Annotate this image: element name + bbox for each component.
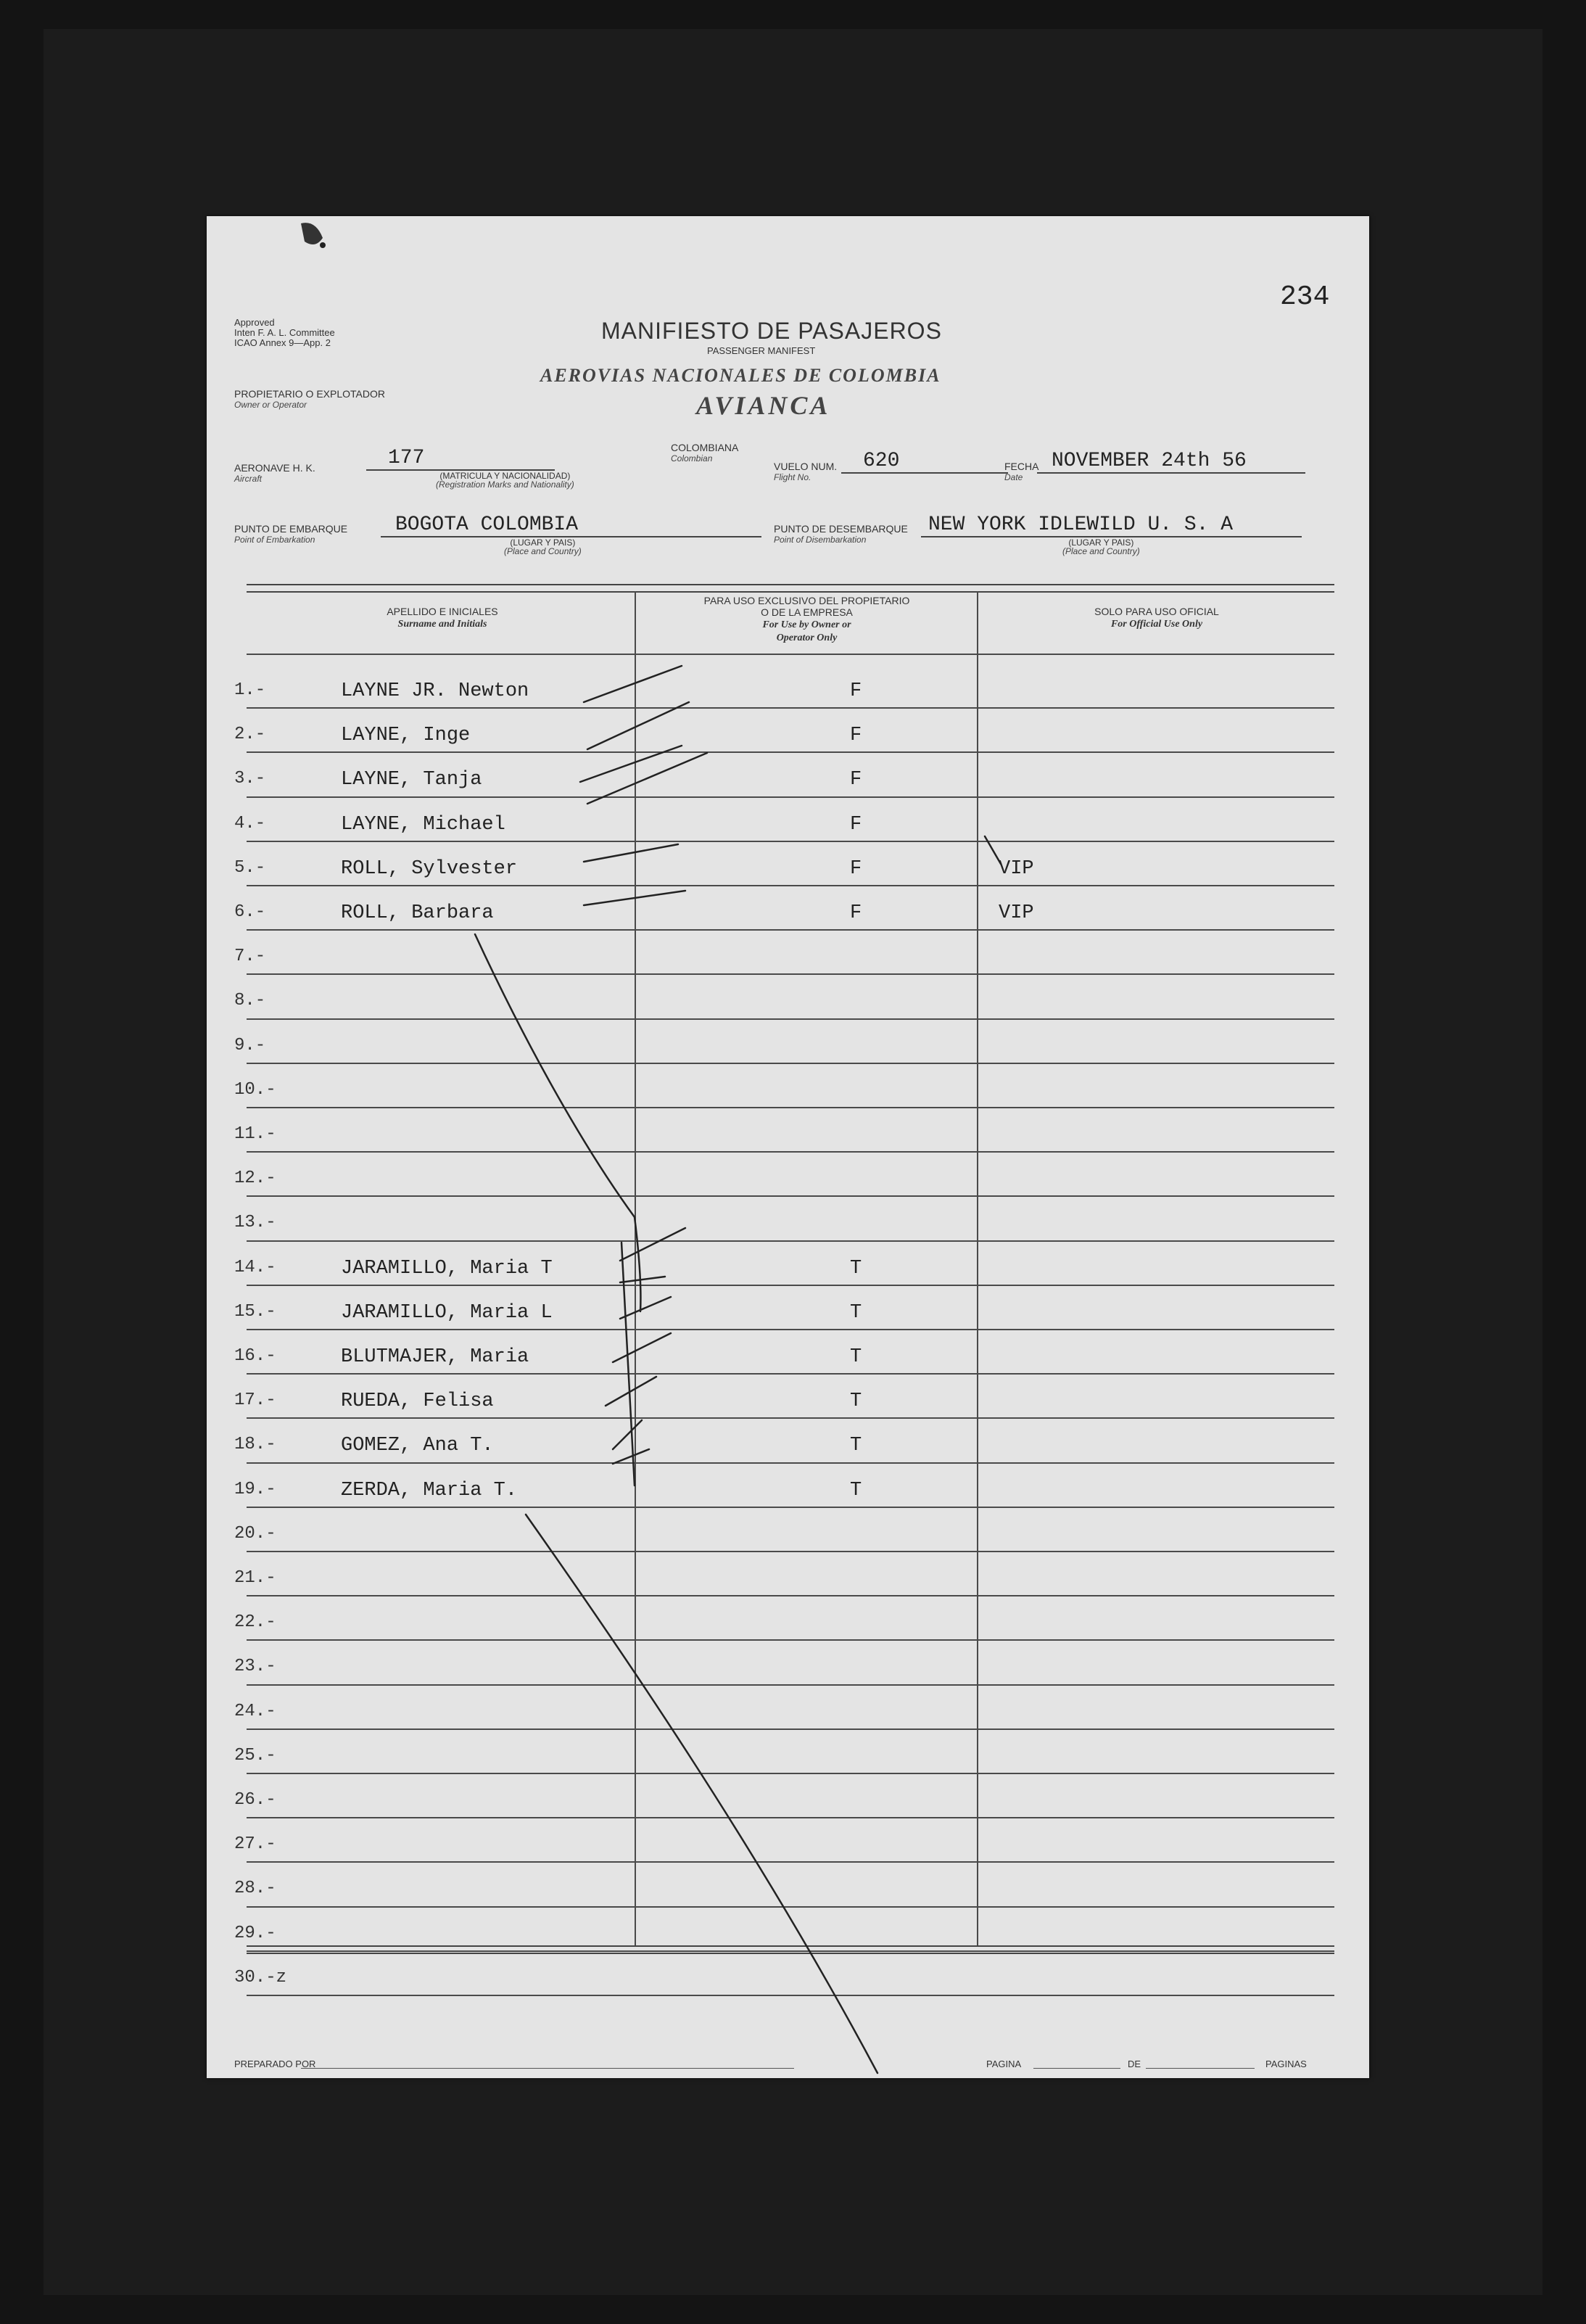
row-number: 2.-	[234, 725, 266, 745]
passenger-name: LAYNE, Michael	[341, 813, 505, 836]
passenger-name: LAYNE, Tanja	[341, 769, 482, 791]
passenger-name: JARAMILLO, Maria L	[341, 1301, 553, 1324]
handwritten-marks	[207, 216, 1369, 2078]
passenger-name: ROLL, Barbara	[341, 902, 494, 924]
row-number: 17.-	[234, 1390, 276, 1411]
owner-use-code: T	[850, 1435, 862, 1457]
passenger-name: BLUTMAJER, Maria	[341, 1346, 529, 1368]
column-header-owner: PARA USO EXCLUSIVO DEL PROPIETARIO O DE LA EMPRESA For Use by Owner or Operator Only	[703, 595, 910, 643]
footer-pages-label: PAGINAS	[1265, 2059, 1307, 2069]
row-number: 15.-	[234, 1301, 276, 1322]
footer-prepared-label: PREPARADO POR	[234, 2059, 316, 2069]
airline-name: AEROVIAS NACIONALES DE COLOMBIA	[540, 365, 941, 386]
row-number: 21.-	[234, 1568, 276, 1588]
owner-use-code: F	[850, 680, 862, 702]
manifest-title: MANIFIESTO DE PASAJEROS	[601, 318, 942, 344]
row-number: 22.-	[234, 1612, 276, 1633]
passenger-name: LAYNE, Inge	[341, 725, 471, 747]
passenger-name: GOMEZ, Ana T.	[341, 1435, 494, 1457]
row-number: 27.-	[234, 1834, 276, 1855]
row-number: 26.-	[234, 1790, 276, 1810]
row-number: 24.-	[234, 1701, 276, 1721]
approval-note: Approved Inten F. A. L. Committee ICAO Annex 9—App. 2	[234, 317, 335, 348]
row-number: 4.-	[234, 813, 266, 833]
row-number: 7.-	[234, 947, 266, 967]
row-number: 25.-	[234, 1745, 276, 1765]
manifest-title-en: PASSENGER MANIFEST	[707, 345, 816, 356]
airline-short: AVIANCA	[696, 391, 831, 420]
footer-of-line	[1146, 2068, 1255, 2069]
row-number: 30.-z	[234, 1967, 287, 1987]
nationality-label: COLOMBIANA Colombian	[671, 442, 739, 463]
row-number: 28.-	[234, 1879, 276, 1899]
row-number: 20.-	[234, 1523, 276, 1544]
disembark-sub: (LUGAR Y PAIS) (Place and Country)	[1062, 537, 1140, 556]
passenger-name: JARAMILLO, Maria T	[341, 1257, 553, 1280]
footer-page-label: PAGINA	[986, 2059, 1022, 2069]
passenger-name: ROLL, Sylvester	[341, 857, 518, 880]
row-number: 5.-	[234, 857, 266, 878]
owner-use-code: T	[850, 1346, 862, 1368]
column-header-name: APELLIDO E INICIALES Surname and Initials	[387, 606, 498, 630]
disembark-label: PUNTO DE DESEMBARQUE Point of Disembarkation	[774, 523, 908, 545]
row-number: 14.-	[234, 1257, 276, 1277]
owner-label: PROPIETARIO O EXPLOTADOR Owner or Operator	[234, 388, 385, 410]
owner-use-code: T	[850, 1301, 862, 1324]
owner-use-code: F	[850, 813, 862, 836]
flight-value: 620	[841, 450, 1008, 474]
row-number: 19.-	[234, 1479, 276, 1499]
date-label: FECHA Date	[1004, 461, 1039, 482]
passenger-name: ZERDA, Maria T.	[341, 1479, 518, 1501]
page-number: 234	[1280, 281, 1330, 313]
column-header-official: SOLO PARA USO OFICIAL For Official Use Only	[1094, 606, 1219, 630]
embark-value: BOGOTA COLOMBIA	[381, 514, 761, 537]
owner-use-code: F	[850, 725, 862, 747]
row-number: 1.-	[234, 680, 266, 700]
row-number: 23.-	[234, 1657, 276, 1677]
disembark-value: NEW YORK IDLEWILD U. S. A	[921, 514, 1302, 537]
owner-use-code: F	[850, 902, 862, 924]
footer-of-label: DE	[1128, 2059, 1141, 2069]
owner-use-code: T	[850, 1479, 862, 1501]
date-value: NOVEMBER 24th 56	[1037, 450, 1305, 474]
row-number: 8.-	[234, 991, 266, 1011]
owner-use-code: F	[850, 857, 862, 880]
row-number: 3.-	[234, 769, 266, 789]
footer-prepared-line	[301, 2068, 794, 2069]
row-number: 29.-	[234, 1923, 276, 1943]
owner-use-code: T	[850, 1257, 862, 1280]
official-use-note: VIP	[999, 902, 1034, 924]
owner-use-code: F	[850, 769, 862, 791]
footer-page-line	[1033, 2068, 1120, 2069]
row-number: 16.-	[234, 1346, 276, 1366]
row-number: 12.-	[234, 1169, 276, 1189]
passenger-name: LAYNE JR. Newton	[341, 680, 529, 702]
row-number: 10.-	[234, 1079, 276, 1100]
aircraft-value: 177	[366, 447, 555, 471]
row-number: 11.-	[234, 1124, 276, 1144]
official-use-note: VIP	[999, 857, 1034, 880]
owner-use-code: T	[850, 1390, 862, 1413]
passenger-name: RUEDA, Felisa	[341, 1390, 494, 1413]
embark-label: PUNTO DE EMBARQUE Point of Embarkation	[234, 523, 348, 545]
row-number: 9.-	[234, 1035, 266, 1055]
manifest-sheet	[207, 216, 1369, 2078]
aircraft-label: AERONAVE H. K. Aircraft	[234, 462, 315, 484]
row-number: 6.-	[234, 902, 266, 922]
embark-sub: (LUGAR Y PAIS) (Place and Country)	[504, 537, 582, 556]
aircraft-sub: (MATRICULA Y NACIONALIDAD) (Registration Marks and Nationality)	[436, 471, 574, 490]
flight-label: VUELO NUM. Flight No.	[774, 461, 838, 482]
row-number: 13.-	[234, 1213, 276, 1233]
row-number: 18.-	[234, 1435, 276, 1455]
